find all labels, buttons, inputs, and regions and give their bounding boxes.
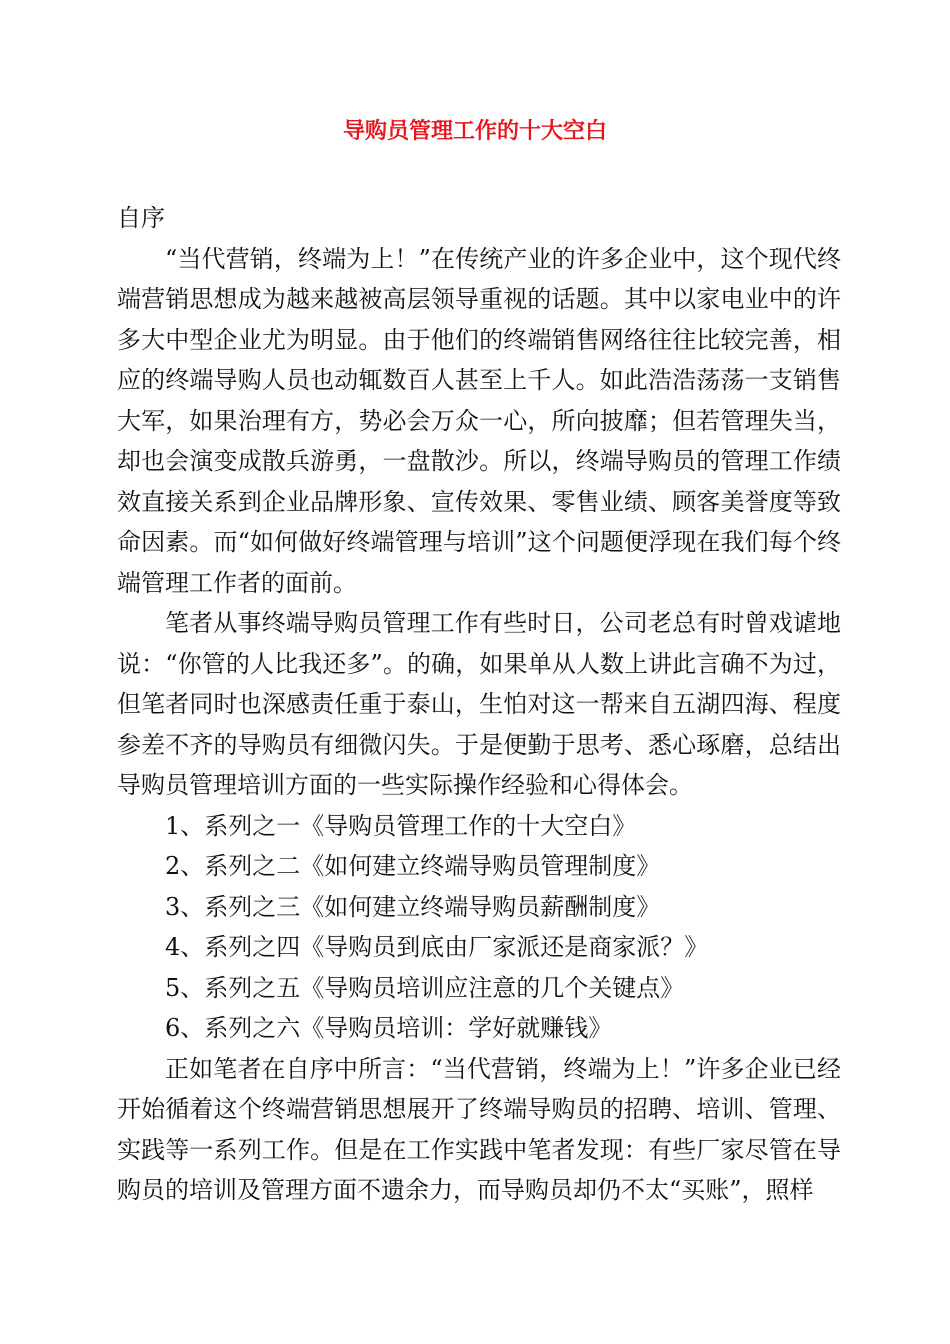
document-title: 导购员管理工作的十大空白 bbox=[342, 118, 607, 144]
body-paragraph-2: 笔者从事终端导购员管理工作有些时日，公司老总有时曾戏谑地说：“你管的人比我还多”。的确，如果单从人数上讲此言确不为过，但笔者同时也深感责任重于泰山，生怕对这一帮来自五湖四海、程度参差不齐的导购员有细微闪失。于是便勤于思考、悉心琢磨，总结出导购员管理培训方面的一些实际操作经验和心得体会。 bbox=[117, 609, 841, 799]
section-heading: 自序 bbox=[117, 204, 165, 232]
body-paragraph-1: “当代营销，终端为上！”在传统产业的许多企业中，这个现代终端营销思想成为越来越被高层领导重视的话题。其中以家电业中的许多大中型企业尤为明显。由于他们的终端销售网络往往比较完善，相应的终端导购人员也动辄数百人甚至上千人。如此浩浩荡荡一支销售大军，如果治理有方，势必会万众一心，所向披靡；但若管理失当，却也会演变成散兵游勇，一盘散沙。所以，终端导购员的管理工作绩效直接关系到企业品牌形象、宣传效果、零售业绩、顾客美誉度等致命因素。而“如何做好终端管理与培训”这个问题便浮现在我们每个终端管理工作者的面前。 bbox=[117, 244, 841, 597]
document-body bbox=[117, 198, 841, 1211]
series-list-item-3: 3、系列之三《如何建立终端导购员薪酬制度》 bbox=[165, 892, 661, 921]
series-list-item-1: 1、系列之一《导购员管理工作的十大空白》 bbox=[165, 811, 637, 840]
series-list-item-6: 6、系列之六《导购员培训：学好就赚钱》 bbox=[165, 1014, 613, 1042]
series-list-item-5: 5、系列之五《导购员培训应注意的几个关键点》 bbox=[165, 973, 685, 1002]
series-list-item-2: 2、系列之二《如何建立终端导购员管理制度》 bbox=[165, 852, 661, 880]
closing-paragraph: 正如笔者在自序中所言：“当代营销，终端为上！”许多企业已经开始循着这个终端营销思想展开了终端导购员的招聘、培训、管理、实践等一系列工作。但是在工作实践中笔者发现：有些厂家尽管在导购员的培训及管理方面不遗余力，而导购员却仍不太“买账”，照样 bbox=[117, 1054, 841, 1204]
series-list-item-4: 4、系列之四《导购员到底由厂家派还是商家派？》 bbox=[165, 933, 709, 961]
